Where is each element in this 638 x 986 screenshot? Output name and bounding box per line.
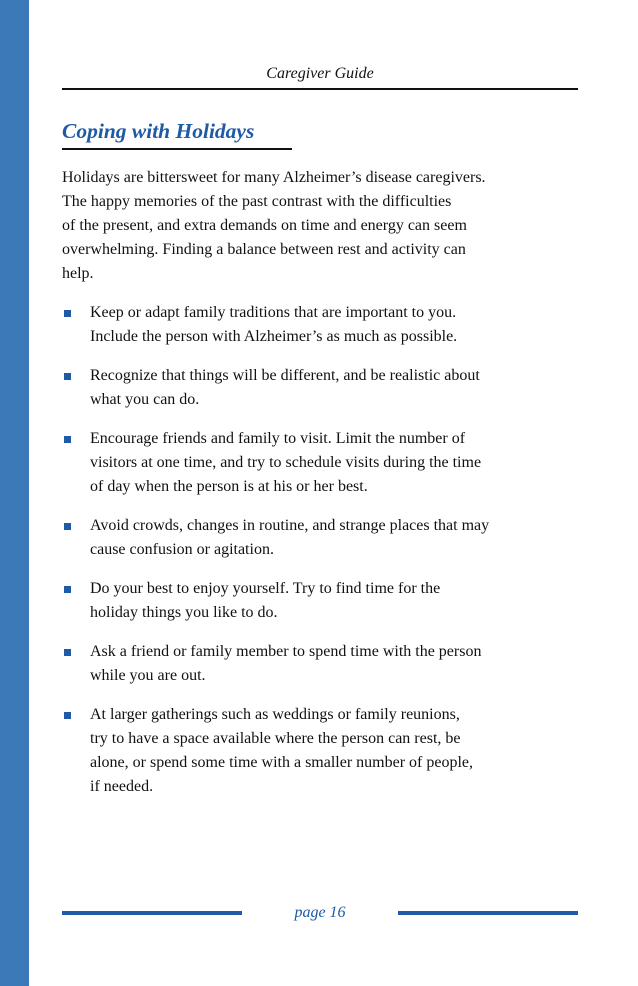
footer-rule-left [62, 911, 242, 915]
square-bullet-icon [64, 712, 71, 719]
page-number: page 16 [294, 904, 346, 921]
square-bullet-icon [64, 523, 71, 530]
bullet-item [62, 427, 592, 499]
bullet-list [62, 301, 592, 799]
bullet-text: At larger gatherings such as weddings or family reunions, try to have a space available where the person can rest, be alone, or spend some time with a smaller number of people, if needed. [90, 706, 474, 795]
bullet-text: Keep or adapt family traditions that are important to you. Include the person with Alzheimer’s as much as possible. [90, 304, 458, 345]
bullet-item [62, 640, 592, 688]
footer-rule-right [398, 911, 578, 915]
square-bullet-icon [64, 586, 71, 593]
bullet-text: Recognize that things will be different, and be realistic about what you can do. [90, 367, 480, 408]
page-content [62, 166, 592, 814]
bullet-text: Do your best to enjoy yourself. Try to find time for the holiday things you like to do. [90, 580, 441, 621]
header-rule [62, 88, 578, 90]
bullet-item [62, 703, 592, 799]
bullet-text: Encourage friends and family to visit. Limit the number of visitors at one time, and try to schedule visits during the time of day when the person is at his or her best. [90, 430, 482, 495]
square-bullet-icon [64, 373, 71, 380]
bullet-text: Avoid crowds, changes in routine, and strange places that may cause confusion or agitation. [90, 517, 490, 558]
square-bullet-icon [64, 310, 71, 317]
running-header: Caregiver Guide [266, 65, 374, 82]
bullet-item [62, 577, 592, 625]
section-heading: Coping with Holidays [62, 116, 292, 150]
bullet-item [62, 514, 592, 562]
intro-paragraph: Holidays are bittersweet for many Alzheimer’s disease caregivers. The happy memories of the past contrast with the difficulties of the present, and extra demands on time and energy can seem overwhelming. Finding a balance between rest and activity can help. [62, 169, 486, 282]
bullet-item [62, 364, 592, 412]
square-bullet-icon [64, 649, 71, 656]
square-bullet-icon [64, 436, 71, 443]
bullet-item [62, 301, 592, 349]
side-color-bar [0, 0, 29, 986]
bullet-text: Ask a friend or family member to spend time with the person while you are out. [90, 643, 482, 684]
